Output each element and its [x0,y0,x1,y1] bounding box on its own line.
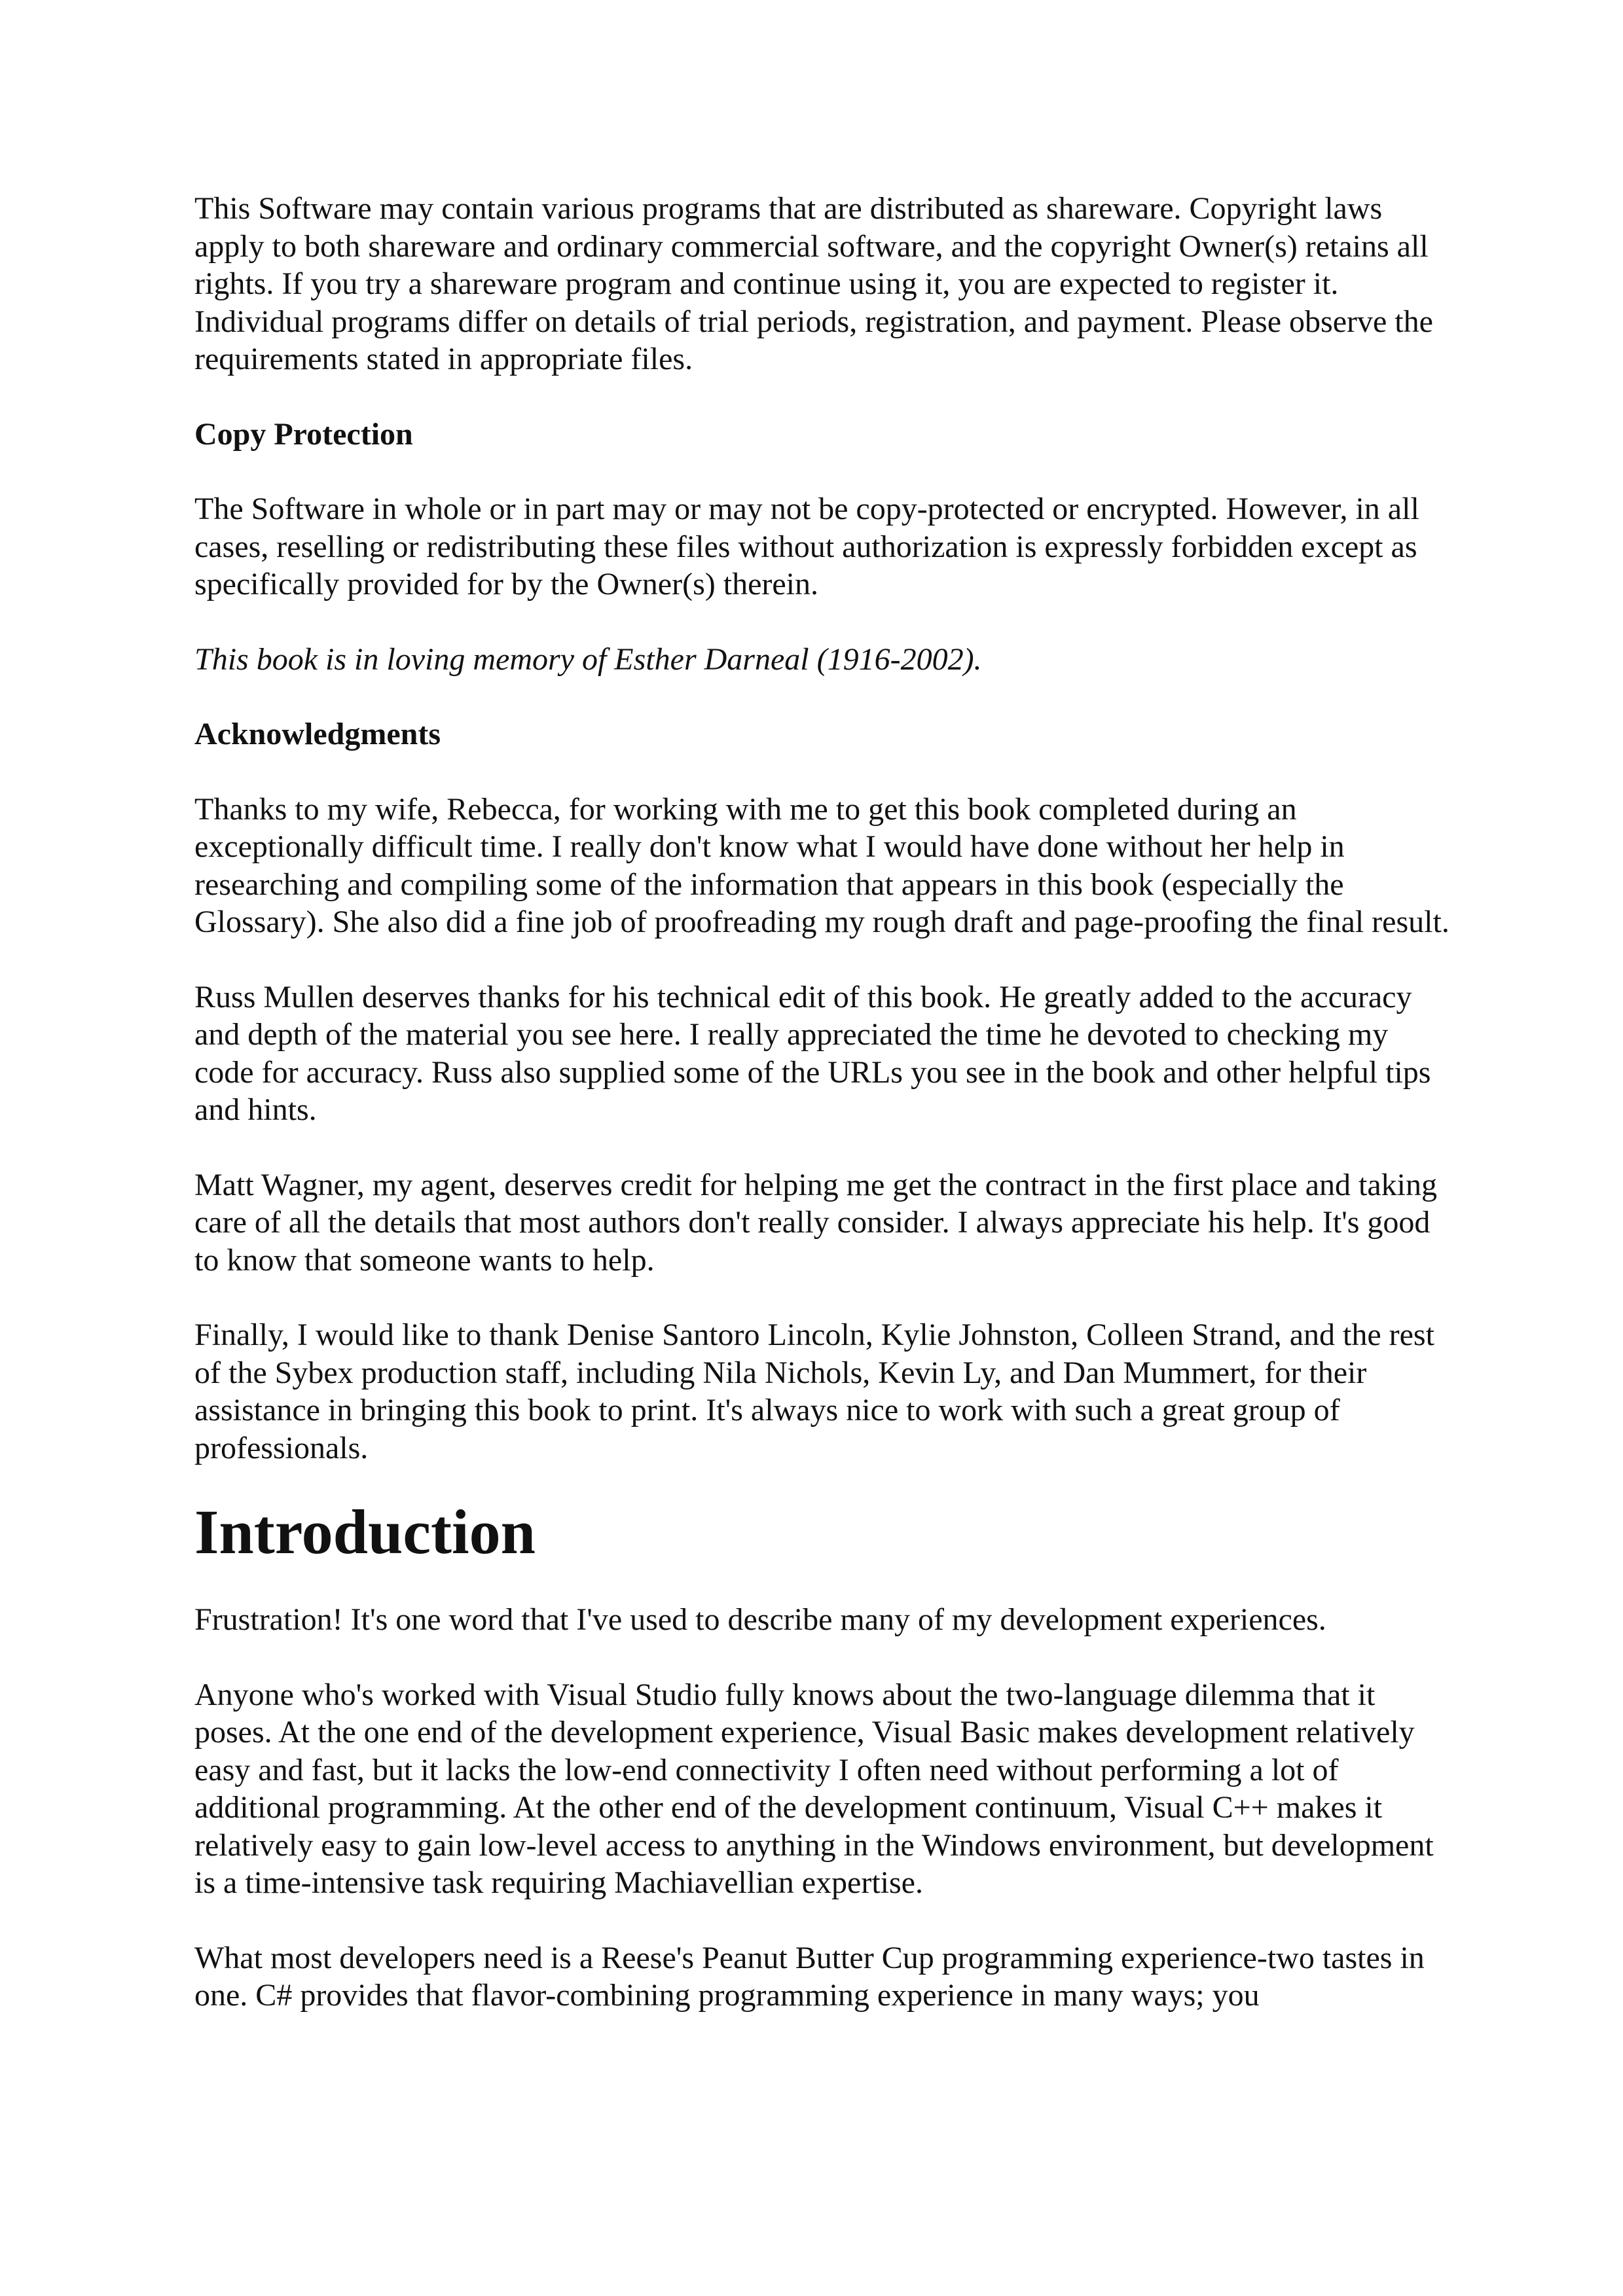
acknowledgments-paragraph-3: Matt Wagner, my agent, deserves credit for helping me get the contract in the first place and taking care of all the details that most authors don't really consider. I always appreciate his help. It's good to know that someone wants to help. [194,1167,1437,1278]
document-page [194,190,1451,2052]
introduction-paragraph-3: What most developers need is a Reese's Peanut Butter Cup programming experience-two tastes in one. C# provides that flavor-combining programming experience in many ways; you [194,1940,1425,2013]
shareware-paragraph: This Software may contain various programs that are distributed as shareware. Copyright laws apply to both shareware and ordinary commercial software, and the copyright Owner(s) retains all rights. If you try a shareware program and continue using it, you are expected to register it. Individual programs differ on details of trial periods, registration, and payment. Please observe the requirements stated in appropriate files. [194,191,1433,376]
acknowledgments-paragraph-4: Finally, I would like to thank Denise Santoro Lincoln, Kylie Johnston, Colleen Strand, and the rest of the Sybex production staff, including Nila Nichols, Kevin Ly, and Dan Mummert, for their assistance in bringing this book to print. It's always nice to work with such a great group of professionals. [194,1318,1434,1465]
introduction-heading: Introduction [194,1497,536,1567]
acknowledgments-heading: Acknowledgments [194,717,441,751]
introduction-paragraph-1: Frustration! It's one word that I've used to describe many of my development experiences. [194,1602,1326,1637]
copy-protection-paragraph: The Software in whole or in part may or may not be copy-protected or encrypted. However, in all cases, reselling or redistributing these files without authorization is expressly forbidden except as specifically provided for by the Owner(s) therein. [194,492,1419,601]
acknowledgments-paragraph-1: Thanks to my wife, Rebecca, for working with me to get this book completed during an exceptionally difficult time. I really don't know what I would have done without her help in researching and compiling some of the information that appears in this book (especially the Glossary). She also did a fine job of proofreading my rough draft and page-proofing the final result. [194,791,1450,939]
acknowledgments-paragraph-2: Russ Mullen deserves thanks for his technical edit of this book. He greatly added to the accuracy and depth of the material you see here. I really appreciated the time he devoted to checking my code for accuracy. Russ also supplied some of the URLs you see in the book and other helpful tips and hints. [194,979,1431,1127]
copy-protection-heading: Copy Protection [194,416,413,452]
dedication-line: This book is in loving memory of Esther Darneal (1916-2002). [194,641,982,677]
introduction-paragraph-2: Anyone who's worked with Visual Studio fully knows about the two-language dilemma that it poses. At the one end of the development experience, Visual Basic makes development relatively easy and fast, but it lacks the low-end connectivity I often need without performing a lot of additional programming. At the other end of the development continuum, Visual C++ makes it relatively easy to gain low-level access to anything in the Windows environment, but development is a time-intensive task requiring Machiavellian expertise. [194,1677,1434,1900]
